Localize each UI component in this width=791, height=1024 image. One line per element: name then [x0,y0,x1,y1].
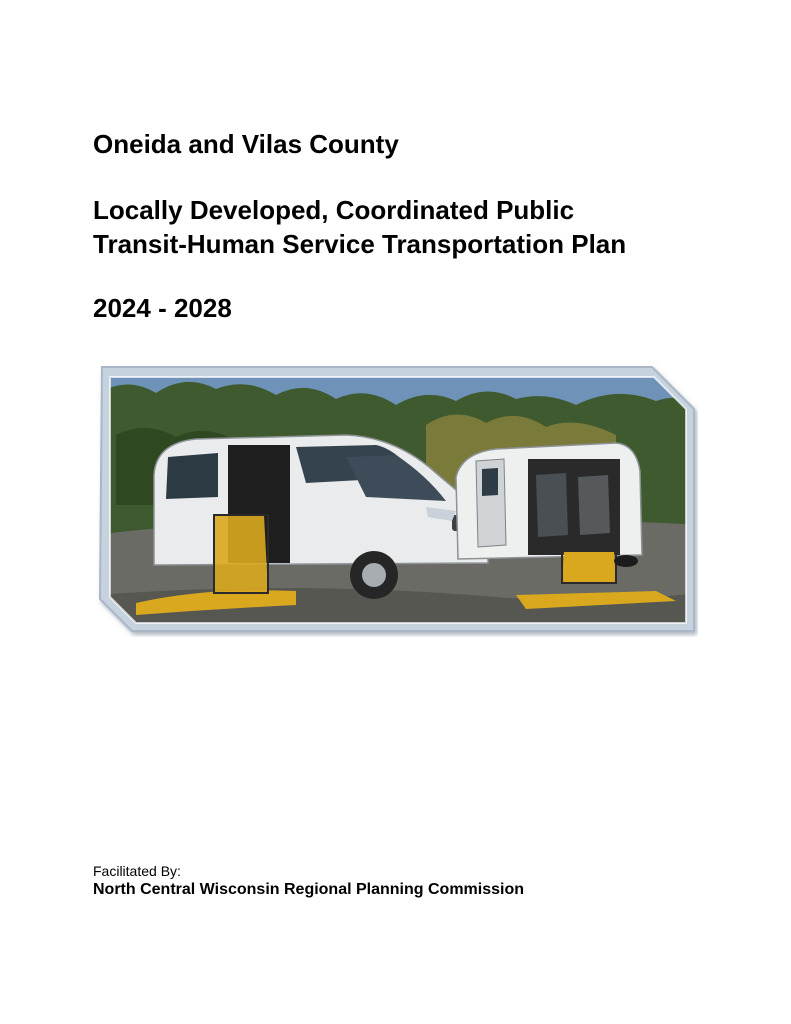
right-wheelchair-lift [562,551,616,583]
facilitated-by-label: Facilitated By: [93,863,181,879]
cover-image-vans [96,365,698,637]
plan-title-line-2: Transit-Human Service Transportation Plan [93,229,627,259]
facilitating-organization: North Central Wisconsin Regional Planning Commission [93,881,525,898]
plan-years: 2024 - 2028 [93,293,232,323]
left-wheelchair-lift [214,515,268,593]
county-title: Oneida and Vilas County [93,129,399,159]
plan-title-line-1: Locally Developed, Coordinated Public [93,195,575,225]
